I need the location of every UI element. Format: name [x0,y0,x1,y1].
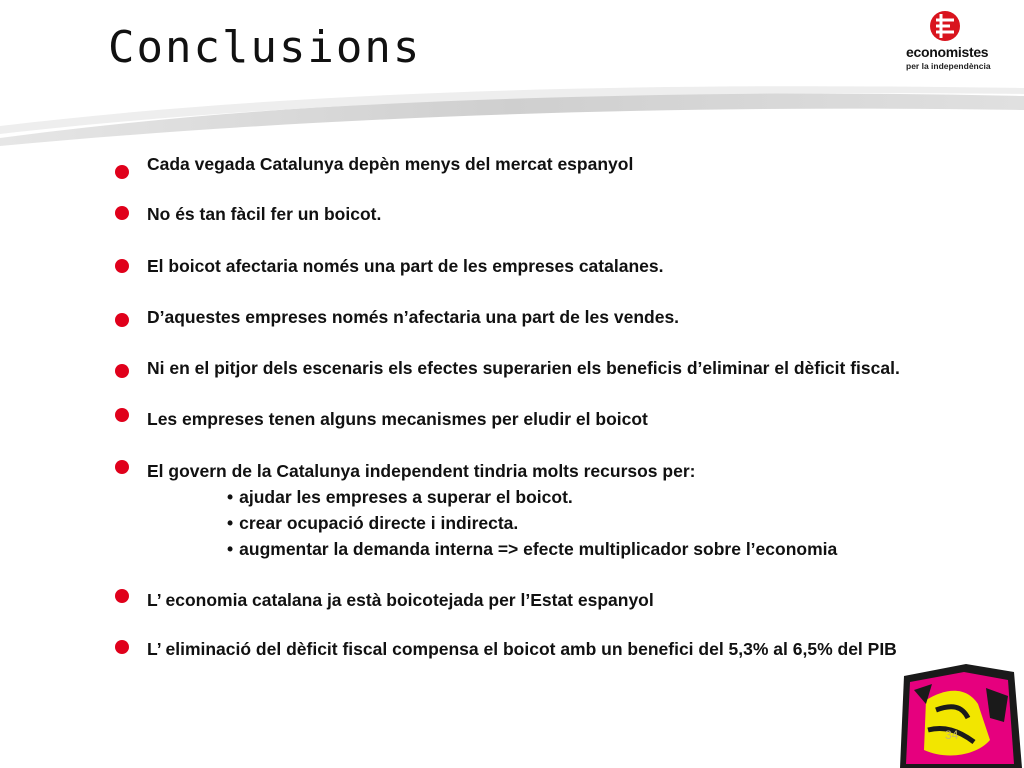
sub-bullet: • ajudar les empreses a superar el boicot. [227,486,573,508]
bullet-text: Les empreses tenen alguns mecanismes per eludir el boicot [147,409,648,429]
bullet-text: No és tan fàcil fer un boicot. [147,204,382,224]
bullet-dot-icon [115,165,129,179]
bullet-text: L’ economia catalana ja està boicotejada per l’Estat espanyol [147,590,654,610]
bullet-dot-icon [115,589,129,603]
bullet-text: El govern de la Catalunya independent tindria molts recursos per: [147,461,696,481]
bullet-text: El boicot afectaria només una part de les empreses catalanes. [147,256,664,276]
bullet-text: D’aquestes empreses només n’afectaria una part de les vendes. [147,307,680,327]
sub-bullet: • augmentar la demanda interna => efecte multiplicador sobre l’economia [227,538,837,560]
decorative-artwork-icon [896,660,1024,768]
logo-tagline: per la independència [906,61,991,71]
bullet-text: Cada vegada Catalunya depèn menys del mercat espanyol [147,154,634,174]
economistes-logo [900,8,1010,72]
page-number: 34 [945,728,959,742]
bullet-text: L’ eliminació del dèficit fiscal compensa el boicot amb un benefici del 5,3% al 6,5% del PIB [147,639,897,659]
sub-bullet: • crear ocupació directe i indirecta. [227,512,518,534]
bullet-dot-icon [115,460,129,474]
bullet-dot-icon [115,259,129,273]
bullet-dot-icon [115,364,129,378]
bullet-dot-icon [115,640,129,654]
bullet-dot-icon [115,408,129,422]
logo-brand-text: economistes [906,44,989,60]
header-swoosh [0,78,1024,148]
logo-mark-icon [900,8,1010,48]
bullet-text: Ni en el pitjor dels escenaris els efectes superarien els beneficis d’eliminar el dèficit fiscal. [147,358,900,378]
bullet-dot-icon [115,206,129,220]
bullet-dot-icon [115,313,129,327]
slide-title: Conclusions [108,22,422,73]
